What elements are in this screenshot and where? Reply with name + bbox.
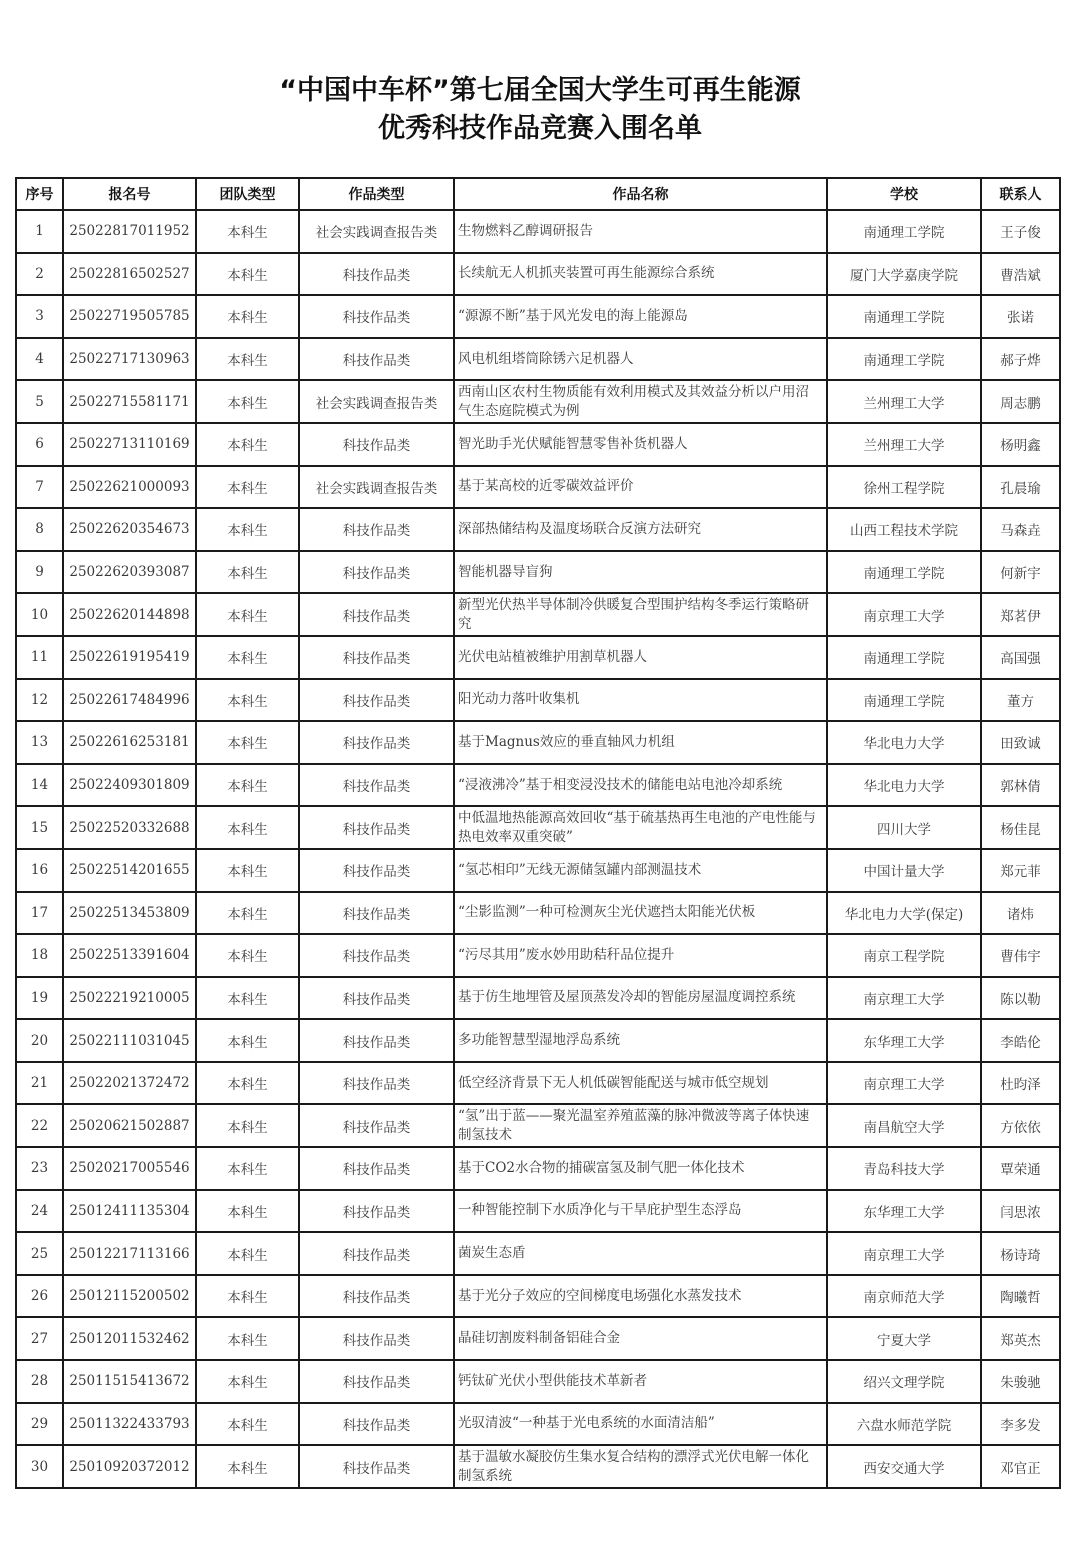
cell-work-title: “污尽其用”废水妙用助秸秆品位提升: [454, 934, 827, 977]
cell-work-category: 科技作品类: [299, 764, 454, 807]
cell-work-title: 钙钛矿光伏小型供能技术革新者: [454, 1360, 827, 1403]
cell-team-type: 本科生: [196, 1317, 299, 1360]
table-row: [16, 892, 1060, 935]
cell-index: 23: [16, 1147, 63, 1190]
cell-index: 26: [16, 1275, 63, 1318]
cell-contact: 李多发: [981, 1403, 1060, 1446]
cell-registration-no: 25022719505785: [63, 295, 196, 338]
cell-index: 22: [16, 1104, 63, 1147]
cell-work-title: 深部热储结构及温度场联合反演方法研究: [454, 508, 827, 551]
header-index: 序号: [16, 178, 63, 210]
cell-work-title: 新型光伏热半导体制冷供暖复合型围护结构冬季运行策略研究: [454, 593, 827, 636]
cell-school: 华北电力大学(保定): [827, 892, 981, 935]
table-row: [16, 1403, 1060, 1446]
cell-team-type: 本科生: [196, 1360, 299, 1403]
cell-work-category: 科技作品类: [299, 1190, 454, 1233]
cell-team-type: 本科生: [196, 977, 299, 1020]
cell-work-category: 科技作品类: [299, 1062, 454, 1105]
header-work-title: 作品名称: [454, 178, 827, 210]
cell-school: 南京工程学院: [827, 934, 981, 977]
cell-registration-no: 25022816502527: [63, 253, 196, 296]
header-school: 学校: [827, 178, 981, 210]
cell-work-category: 科技作品类: [299, 423, 454, 466]
cell-school: 西安交通大学: [827, 1445, 981, 1488]
table-row: [16, 551, 1060, 594]
cell-contact: 张诺: [981, 295, 1060, 338]
cell-index: 13: [16, 721, 63, 764]
cell-team-type: 本科生: [196, 679, 299, 722]
cell-work-title: “尘影监测”一种可检测灰尘光伏遮挡太阳能光伏板: [454, 892, 827, 935]
cell-contact: 郭林倩: [981, 764, 1060, 807]
cell-team-type: 本科生: [196, 253, 299, 296]
cell-index: 3: [16, 295, 63, 338]
cell-index: 4: [16, 338, 63, 381]
cell-registration-no: 25022620144898: [63, 593, 196, 636]
cell-work-category: 科技作品类: [299, 1403, 454, 1446]
cell-work-title: 一种智能控制下水质净化与干旱庇护型生态浮岛: [454, 1190, 827, 1233]
cell-work-title: “源源不断”基于风光发电的海上能源岛: [454, 295, 827, 338]
cell-index: 12: [16, 679, 63, 722]
cell-team-type: 本科生: [196, 1403, 299, 1446]
table-row: [16, 1104, 1060, 1147]
cell-team-type: 本科生: [196, 466, 299, 509]
header-team-type: 团队类型: [196, 178, 299, 210]
cell-work-title: 多功能智慧型湿地浮岛系统: [454, 1019, 827, 1062]
cell-registration-no: 25022409301809: [63, 764, 196, 807]
cell-index: 1: [16, 210, 63, 253]
table-body: [16, 210, 1060, 1488]
table-row: [16, 1232, 1060, 1275]
cell-school: 南通理工学院: [827, 636, 981, 679]
header-contact: 联系人: [981, 178, 1060, 210]
cell-registration-no: 25022621000093: [63, 466, 196, 509]
cell-index: 28: [16, 1360, 63, 1403]
cell-contact: 朱骏驰: [981, 1360, 1060, 1403]
cell-school: 南京师范大学: [827, 1275, 981, 1318]
cell-work-title: 生物燃料乙醇调研报告: [454, 210, 827, 253]
table-row: [16, 1019, 1060, 1062]
cell-index: 29: [16, 1403, 63, 1446]
cell-work-title: 光驭清波“一种基于光电系统的水面清洁船”: [454, 1403, 827, 1446]
table-header-row: [16, 178, 1060, 210]
cell-contact: 董方: [981, 679, 1060, 722]
header-work-category: 作品类型: [299, 178, 454, 210]
cell-school: 南通理工学院: [827, 679, 981, 722]
table-row: [16, 721, 1060, 764]
cell-registration-no: 25022616253181: [63, 721, 196, 764]
cell-school: 南通理工学院: [827, 210, 981, 253]
cell-work-title: 菌炭生态盾: [454, 1232, 827, 1275]
cell-work-category: 科技作品类: [299, 977, 454, 1020]
cell-team-type: 本科生: [196, 380, 299, 423]
cell-index: 25: [16, 1232, 63, 1275]
cell-index: 2: [16, 253, 63, 296]
cell-work-title: 基于Magnus效应的垂直轴风力机组: [454, 721, 827, 764]
cell-work-category: 科技作品类: [299, 806, 454, 849]
cell-work-category: 科技作品类: [299, 679, 454, 722]
cell-team-type: 本科生: [196, 1104, 299, 1147]
cell-team-type: 本科生: [196, 1445, 299, 1488]
cell-work-category: 科技作品类: [299, 253, 454, 296]
cell-index: 10: [16, 593, 63, 636]
cell-work-title: 基于仿生地埋管及屋顶蒸发冷却的智能房屋温度调控系统: [454, 977, 827, 1020]
cell-contact: 郝子烨: [981, 338, 1060, 381]
cell-contact: 杜昀泽: [981, 1062, 1060, 1105]
cell-work-category: 科技作品类: [299, 1104, 454, 1147]
cell-team-type: 本科生: [196, 1019, 299, 1062]
cell-school: 东华理工大学: [827, 1019, 981, 1062]
cell-index: 18: [16, 934, 63, 977]
cell-contact: 方依依: [981, 1104, 1060, 1147]
cell-contact: 闫思浓: [981, 1190, 1060, 1233]
cell-contact: 杨明鑫: [981, 423, 1060, 466]
cell-contact: 田致诚: [981, 721, 1060, 764]
cell-school: 南昌航空大学: [827, 1104, 981, 1147]
cell-registration-no: 25022817011952: [63, 210, 196, 253]
cell-school: 山西工程技术学院: [827, 508, 981, 551]
cell-index: 7: [16, 466, 63, 509]
table-row: [16, 380, 1060, 423]
cell-work-category: 科技作品类: [299, 892, 454, 935]
cell-team-type: 本科生: [196, 338, 299, 381]
cell-registration-no: 25012115200502: [63, 1275, 196, 1318]
cell-work-title: 晶硅切割废料制备铝硅合金: [454, 1317, 827, 1360]
table-row: [16, 1147, 1060, 1190]
cell-contact: 杨诗琦: [981, 1232, 1060, 1275]
cell-team-type: 本科生: [196, 764, 299, 807]
cell-school: 东华理工大学: [827, 1190, 981, 1233]
cell-school: 厦门大学嘉庚学院: [827, 253, 981, 296]
cell-work-title: 长续航无人机抓夹装置可再生能源综合系统: [454, 253, 827, 296]
cell-team-type: 本科生: [196, 593, 299, 636]
cell-index: 19: [16, 977, 63, 1020]
table-row: [16, 1317, 1060, 1360]
table-row: [16, 636, 1060, 679]
cell-work-category: 社会实践调查报告类: [299, 210, 454, 253]
title-line-2: 优秀科技作品竞赛入围名单: [378, 113, 702, 144]
cell-work-category: 科技作品类: [299, 1019, 454, 1062]
cell-work-category: 科技作品类: [299, 1147, 454, 1190]
table-row: [16, 423, 1060, 466]
cell-registration-no: 25022713110169: [63, 423, 196, 466]
cell-contact: 王子俊: [981, 210, 1060, 253]
cell-work-category: 科技作品类: [299, 636, 454, 679]
cell-team-type: 本科生: [196, 295, 299, 338]
cell-registration-no: 25022514201655: [63, 849, 196, 892]
cell-school: 绍兴文理学院: [827, 1360, 981, 1403]
cell-contact: 诸炜: [981, 892, 1060, 935]
cell-registration-no: 25011515413672: [63, 1360, 196, 1403]
cell-registration-no: 25020217005546: [63, 1147, 196, 1190]
table-row: [16, 849, 1060, 892]
table-row: [16, 764, 1060, 807]
cell-work-title: “氢芯相印”无线无源储氢罐内部测温技术: [454, 849, 827, 892]
table-row: [16, 210, 1060, 253]
cell-school: 南通理工学院: [827, 295, 981, 338]
cell-index: 11: [16, 636, 63, 679]
table-row: [16, 253, 1060, 296]
cell-school: 中国计量大学: [827, 849, 981, 892]
cell-contact: 杨佳昆: [981, 806, 1060, 849]
title-line-1: “中国中车杯”第七届全国大学生可再生能源: [279, 75, 801, 106]
cell-work-title: 基于CO2水合物的捕碳富氢及制气肥一体化技术: [454, 1147, 827, 1190]
table-row: [16, 1190, 1060, 1233]
table-row: [16, 295, 1060, 338]
cell-school: 徐州工程学院: [827, 466, 981, 509]
table-row: [16, 466, 1060, 509]
cell-work-category: 科技作品类: [299, 338, 454, 381]
cell-school: 华北电力大学: [827, 764, 981, 807]
cell-work-title: 光伏电站植被维护用割草机器人: [454, 636, 827, 679]
cell-registration-no: 25022513391604: [63, 934, 196, 977]
cell-team-type: 本科生: [196, 636, 299, 679]
cell-work-category: 科技作品类: [299, 721, 454, 764]
cell-team-type: 本科生: [196, 1062, 299, 1105]
cell-contact: 何新宇: [981, 551, 1060, 594]
cell-contact: 邓官正: [981, 1445, 1060, 1488]
cell-contact: 孔晨瑜: [981, 466, 1060, 509]
cell-team-type: 本科生: [196, 1147, 299, 1190]
table-row: [16, 977, 1060, 1020]
cell-work-category: 科技作品类: [299, 1317, 454, 1360]
cell-school: 宁夏大学: [827, 1317, 981, 1360]
cell-work-category: 科技作品类: [299, 593, 454, 636]
cell-registration-no: 25022111031045: [63, 1019, 196, 1062]
cell-team-type: 本科生: [196, 721, 299, 764]
cell-contact: 马森垚: [981, 508, 1060, 551]
table-row: [16, 593, 1060, 636]
cell-work-category: 科技作品类: [299, 295, 454, 338]
cell-school: 兰州理工大学: [827, 380, 981, 423]
cell-contact: 郑茗伊: [981, 593, 1060, 636]
cell-index: 14: [16, 764, 63, 807]
cell-index: 6: [16, 423, 63, 466]
cell-work-title: 智能机器导盲狗: [454, 551, 827, 594]
table-row: [16, 679, 1060, 722]
cell-index: 21: [16, 1062, 63, 1105]
cell-team-type: 本科生: [196, 210, 299, 253]
cell-registration-no: 25022715581171: [63, 380, 196, 423]
cell-registration-no: 25012011532462: [63, 1317, 196, 1360]
cell-work-category: 科技作品类: [299, 508, 454, 551]
cell-index: 15: [16, 806, 63, 849]
cell-registration-no: 25022219210005: [63, 977, 196, 1020]
cell-work-title: 中低温地热能源高效回收“基于硫基热再生电池的产电性能与热电效率双重突破”: [454, 806, 827, 849]
cell-work-title: 基于某高校的近零碳效益评价: [454, 466, 827, 509]
cell-team-type: 本科生: [196, 1275, 299, 1318]
cell-contact: 陈以勒: [981, 977, 1060, 1020]
cell-team-type: 本科生: [196, 1232, 299, 1275]
table-row: [16, 1275, 1060, 1318]
cell-school: 南京理工大学: [827, 1062, 981, 1105]
cell-team-type: 本科生: [196, 1190, 299, 1233]
cell-contact: 曹伟宇: [981, 934, 1060, 977]
cell-registration-no: 25020621502887: [63, 1104, 196, 1147]
cell-contact: 陶曦哲: [981, 1275, 1060, 1318]
table-row: [16, 508, 1060, 551]
cell-work-title: 西南山区农村生物质能有效利用模式及其效益分析以户用沼气生态庭院模式为例: [454, 380, 827, 423]
cell-index: 8: [16, 508, 63, 551]
cell-work-title: “氢”出于蓝——聚光温室养殖蓝藻的脉冲微波等离子体快速制氢技术: [454, 1104, 827, 1147]
cell-registration-no: 25010920372012: [63, 1445, 196, 1488]
cell-registration-no: 25011322433793: [63, 1403, 196, 1446]
cell-work-category: 科技作品类: [299, 1360, 454, 1403]
cell-registration-no: 25022717130963: [63, 338, 196, 381]
cell-registration-no: 25022513453809: [63, 892, 196, 935]
table-row: [16, 934, 1060, 977]
cell-school: 南京理工大学: [827, 1232, 981, 1275]
table-row: [16, 1445, 1060, 1488]
cell-index: 20: [16, 1019, 63, 1062]
cell-contact: 覃荣通: [981, 1147, 1060, 1190]
cell-contact: 郑英杰: [981, 1317, 1060, 1360]
cell-registration-no: 25012217113166: [63, 1232, 196, 1275]
cell-contact: 李皓伦: [981, 1019, 1060, 1062]
cell-school: 青岛科技大学: [827, 1147, 981, 1190]
cell-school: 四川大学: [827, 806, 981, 849]
cell-registration-no: 25012411135304: [63, 1190, 196, 1233]
cell-team-type: 本科生: [196, 551, 299, 594]
cell-index: 16: [16, 849, 63, 892]
cell-work-title: 风电机组塔筒除锈六足机器人: [454, 338, 827, 381]
header-registration-no: 报名号: [63, 178, 196, 210]
cell-registration-no: 25022520332688: [63, 806, 196, 849]
cell-index: 5: [16, 380, 63, 423]
cell-work-category: 科技作品类: [299, 1275, 454, 1318]
cell-work-category: 社会实践调查报告类: [299, 380, 454, 423]
cell-work-category: 科技作品类: [299, 1445, 454, 1488]
cell-work-title: 基于温敏水凝胶仿生集水复合结构的漂浮式光伏电解一体化制氢系统: [454, 1445, 827, 1488]
cell-team-type: 本科生: [196, 423, 299, 466]
cell-work-title: 基于光分子效应的空间梯度电场强化水蒸发技术: [454, 1275, 827, 1318]
table-row: [16, 338, 1060, 381]
cell-registration-no: 25022619195419: [63, 636, 196, 679]
cell-team-type: 本科生: [196, 508, 299, 551]
cell-school: 南京理工大学: [827, 977, 981, 1020]
cell-index: 27: [16, 1317, 63, 1360]
cell-school: 南通理工学院: [827, 551, 981, 594]
cell-contact: 高国强: [981, 636, 1060, 679]
cell-school: 华北电力大学: [827, 721, 981, 764]
cell-index: 9: [16, 551, 63, 594]
table-row: [16, 1062, 1060, 1105]
cell-work-title: 智光助手光伏赋能智慧零售补货机器人: [454, 423, 827, 466]
cell-school: 南通理工学院: [827, 338, 981, 381]
cell-school: 兰州理工大学: [827, 423, 981, 466]
cell-work-title: “浸液沸冷”基于相变浸没技术的储能电站电池冷却系统: [454, 764, 827, 807]
cell-work-category: 科技作品类: [299, 551, 454, 594]
cell-school: 南京理工大学: [827, 593, 981, 636]
cell-work-title: 阳光动力落叶收集机: [454, 679, 827, 722]
cell-registration-no: 25022620354673: [63, 508, 196, 551]
cell-registration-no: 25022620393087: [63, 551, 196, 594]
cell-work-title: 低空经济背景下无人机低碳智能配送与城市低空规划: [454, 1062, 827, 1105]
cell-work-category: 科技作品类: [299, 849, 454, 892]
cell-registration-no: 25022021372472: [63, 1062, 196, 1105]
cell-contact: 郑元菲: [981, 849, 1060, 892]
cell-index: 17: [16, 892, 63, 935]
cell-work-category: 科技作品类: [299, 1232, 454, 1275]
cell-school: 六盘水师范学院: [827, 1403, 981, 1446]
cell-work-category: 社会实践调查报告类: [299, 466, 454, 509]
cell-team-type: 本科生: [196, 934, 299, 977]
cell-team-type: 本科生: [196, 806, 299, 849]
document-title: [0, 72, 1080, 148]
cell-team-type: 本科生: [196, 892, 299, 935]
cell-index: 24: [16, 1190, 63, 1233]
cell-team-type: 本科生: [196, 849, 299, 892]
cell-contact: 周志鹏: [981, 380, 1060, 423]
cell-index: 30: [16, 1445, 63, 1488]
cell-registration-no: 25022617484996: [63, 679, 196, 722]
table-row: [16, 1360, 1060, 1403]
finalist-table: [15, 177, 1061, 1489]
cell-contact: 曹浩斌: [981, 253, 1060, 296]
table-row: [16, 806, 1060, 849]
cell-work-category: 科技作品类: [299, 934, 454, 977]
